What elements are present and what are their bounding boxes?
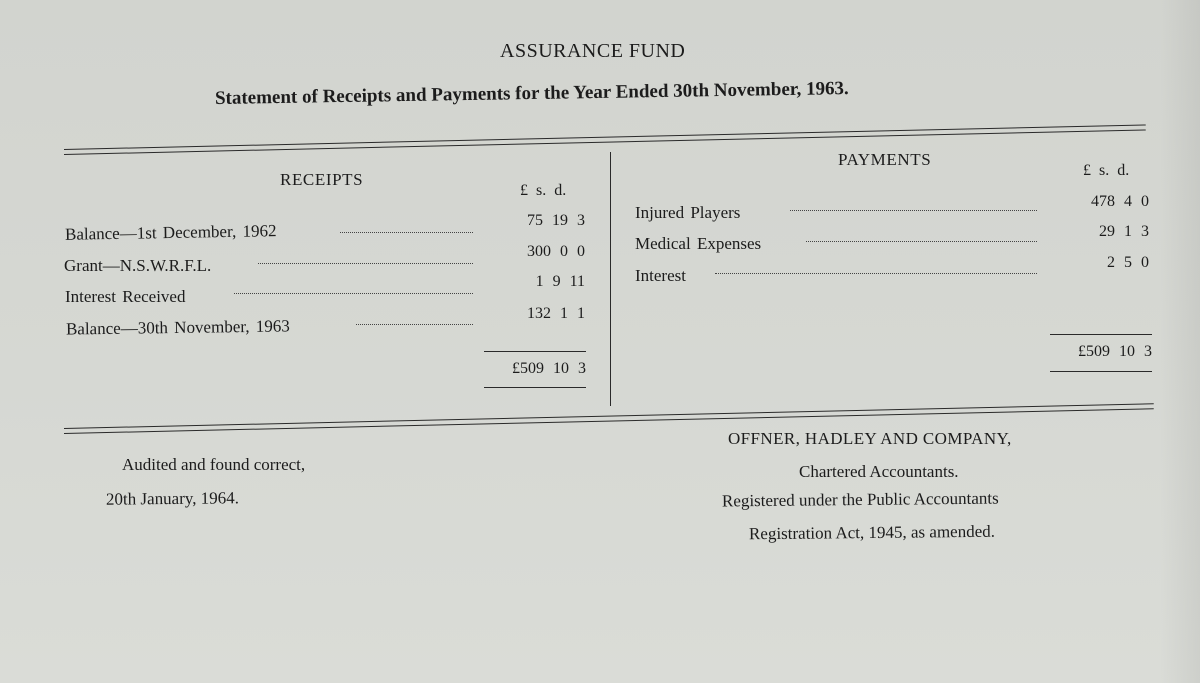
auditor-firm: OFFNER, HADLEY AND COMPANY, (728, 429, 1012, 448)
audit-date: 20th January, 1964. (105, 488, 240, 509)
payment-leader-2 (806, 241, 1037, 242)
payment-row-label-3: Interest (635, 266, 686, 285)
payment-row-label-2: Medical Expenses (635, 234, 762, 253)
document-title: ASSURANCE FUND (500, 40, 686, 62)
receipt-row-label-2: Grant—N.S.W.R.F.L. (64, 256, 212, 275)
payments-currency-header: £ s. d. (1083, 162, 1130, 179)
receipt-row-label-4: Balance—30th November, 1963 (65, 316, 290, 339)
receipt-leader-2 (258, 263, 473, 264)
payments-total-rule-top (1050, 334, 1152, 335)
audit-statement: Audited and found correct, (122, 455, 306, 474)
receipts-total-rule-bottom (484, 387, 586, 388)
receipt-row-amount-2: 300 0 0 (527, 243, 585, 260)
receipt-row-label-3: Interest Received (65, 287, 186, 306)
payment-row-amount-1: 478 4 0 (1091, 193, 1149, 210)
auditor-title: Chartered Accountants. (799, 462, 959, 481)
document-subtitle: Statement of Receipts and Payments for the Year Ended 30th November, 1963. (214, 78, 849, 109)
payment-leader-1 (790, 210, 1037, 211)
receipts-total: £509 10 3 (512, 360, 586, 377)
top-rule-1 (64, 124, 1146, 150)
receipts-header: RECEIPTS (280, 170, 364, 189)
receipts-currency-header: £ s. d. (520, 182, 567, 199)
receipt-row-amount-4: 132 1 1 (527, 305, 585, 322)
receipts-total-rule-top (484, 351, 586, 352)
receipt-leader-1 (340, 232, 473, 233)
column-divider (610, 152, 611, 406)
top-rule-2 (64, 129, 1146, 155)
payments-total: £509 10 3 (1078, 343, 1152, 360)
receipt-leader-3 (234, 293, 473, 294)
payments-total-rule-bottom (1050, 371, 1152, 372)
auditor-registration-line-2: Registration Act, 1945, as amended. (748, 521, 996, 544)
receipt-row-label-1: Balance—1st December, 1962 (64, 221, 277, 244)
bottom-rule-1 (64, 403, 1154, 429)
payment-leader-3 (715, 273, 1037, 274)
auditor-registration-line-1: Registered under the Public Accountants (721, 488, 999, 511)
page-edge-shadow (1160, 0, 1200, 683)
payment-row-label-1: Injured Players (635, 203, 741, 222)
payment-row-amount-3: 2 5 0 (1107, 254, 1149, 271)
receipt-row-amount-1: 75 19 3 (527, 212, 585, 229)
receipt-row-amount-3: 1 9 11 (535, 273, 585, 290)
payments-header: PAYMENTS (838, 150, 932, 169)
payment-row-amount-2: 29 1 3 (1099, 223, 1149, 240)
receipt-leader-4 (356, 324, 473, 325)
